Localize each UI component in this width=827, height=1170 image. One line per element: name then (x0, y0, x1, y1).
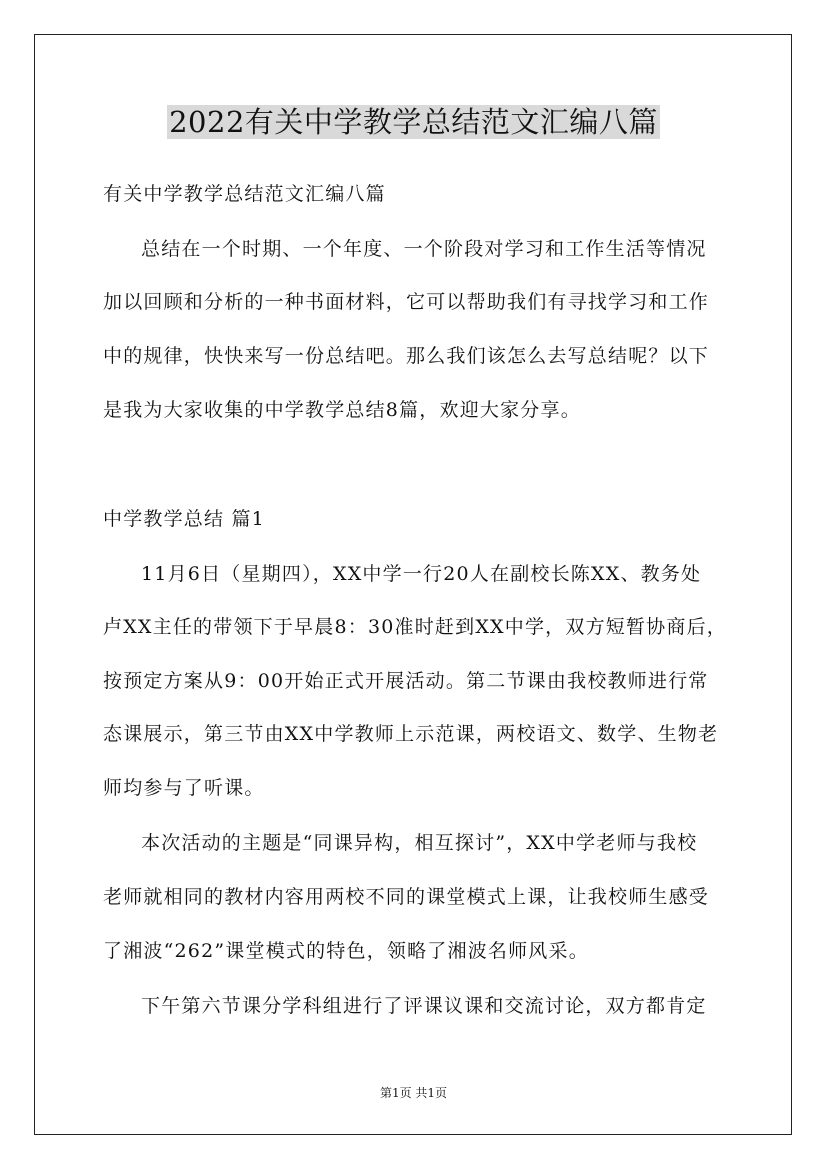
intro-line: 总结在一个时期、一个年度、一个阶段对学习和工作生活等情况 (141, 238, 707, 260)
page-footer: 第1页 共1页 (379, 1086, 448, 1100)
document-subtitle: 有关中学教学总结范文汇编八篇 (103, 183, 386, 205)
section-heading: 中学教学总结 篇1 (103, 508, 265, 530)
intro-line: 是我为大家收集的中学教学总结8篇，欢迎大家分享。 (103, 399, 581, 421)
document-title-text: 2022有关中学教学总结范文汇编八篇 (169, 105, 658, 139)
document-title (0, 102, 827, 142)
paragraph-line: 师均参与了听课。 (103, 777, 265, 799)
paragraph-line: 卢XX主任的带领下于早晨8：30准时赶到XX中学，双方短暂协商后， (103, 616, 727, 638)
intro-line: 加以回顾和分析的一种书面材料，它可以帮助我们有寻找学习和工作 (103, 291, 710, 313)
paragraph-line: 下午第六节课分学科组进行了评课议课和交流讨论，双方都肯定 (141, 995, 707, 1017)
paragraph-line: 态课展示，第三节由XX中学教师上示范课，两校语文、数学、生物老 (103, 723, 719, 745)
paragraph-line: 本次活动的主题是“同课异构，相互探讨”，XX中学老师与我校 (141, 832, 698, 854)
paragraph-line: 按预定方案从9：00开始正式开展活动。第二节课由我校教师进行常 (103, 670, 709, 692)
intro-line: 中的规律，快快来写一份总结吧。那么我们该怎么去写总结呢？以下 (103, 345, 710, 367)
paragraph-line: 11月6日（星期四），XX中学一行20人在副校长陈XX、教务处 (141, 563, 702, 585)
paragraph-line: 了湘波“262”课堂模式的特色，领略了湘波名师风采。 (103, 940, 589, 962)
paragraph-line: 老师就相同的教材内容用两校不同的课堂模式上课，让我校师生感受 (103, 886, 710, 908)
